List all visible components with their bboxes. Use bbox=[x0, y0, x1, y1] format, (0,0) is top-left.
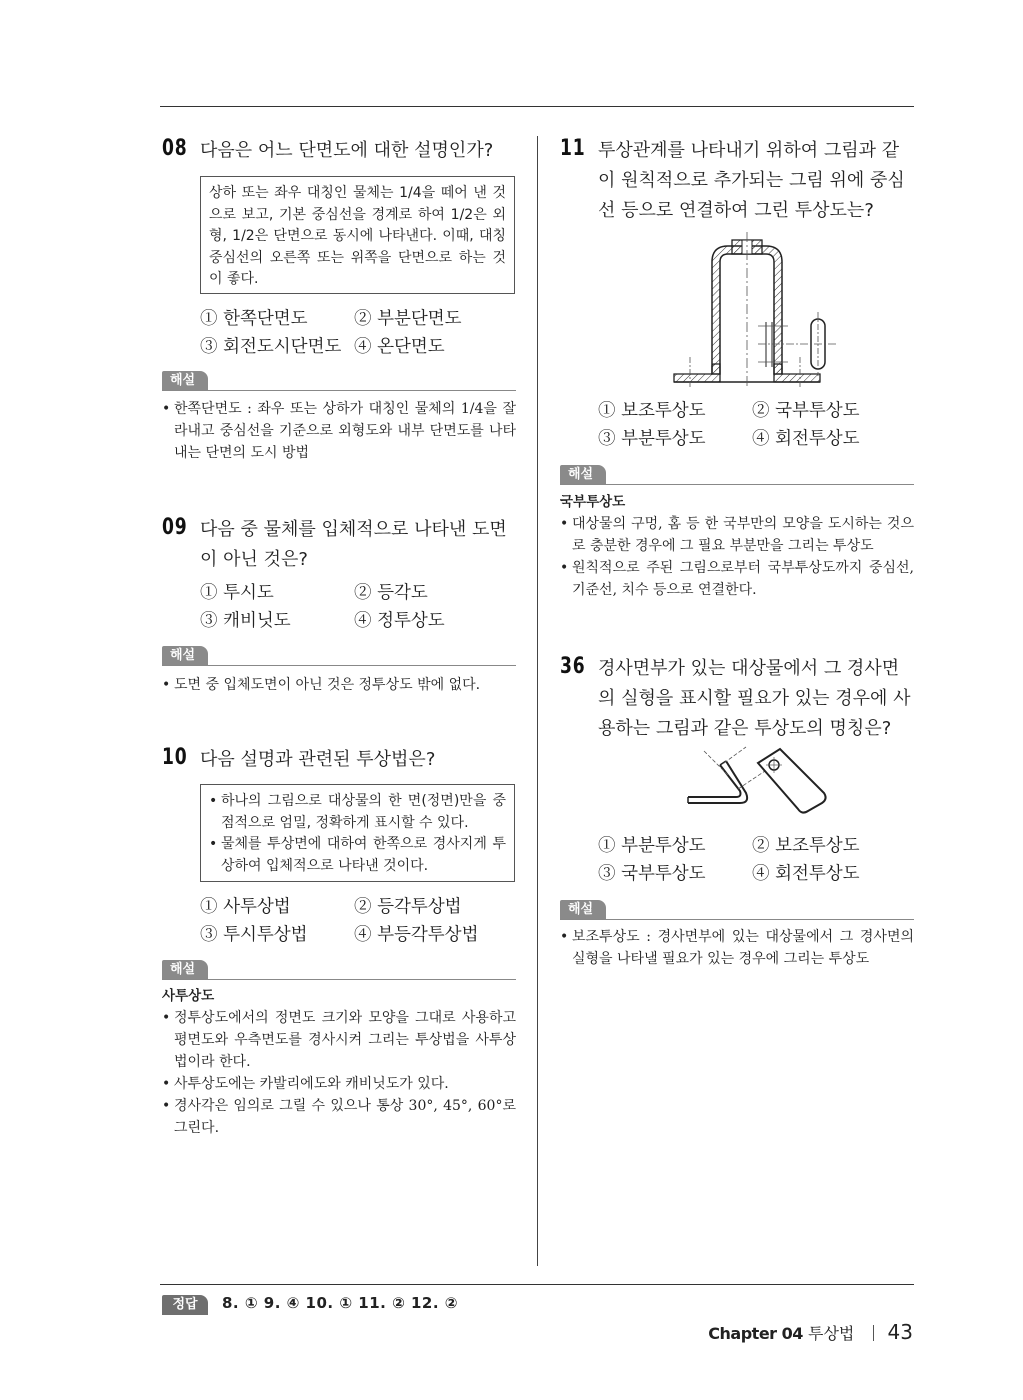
answer-badge: 정답 bbox=[162, 1295, 208, 1315]
question-08-box: 상하 또는 좌우 대칭인 물체는 1/4을 떼어 낸 것으로 보고, 기본 중심선을 경계로 하여 1/2은 외형, 1/2은 단면으로 동시에 나타낸다. 이때, 대칭 중심선의 오른쪽 또는 위쪽을 단면으로 하는 것이 좋다. bbox=[200, 176, 515, 294]
question-36-text: 경사면부가 있는 대상물에서 그 경사면의 실형을 표시할 필요가 있는 경우에 사용하는 그림과 같은 투상도의 명칭은? bbox=[598, 658, 911, 739]
top-rule bbox=[160, 106, 914, 107]
explanation-bullet: • 원칙적으로 주된 그림으로부터 국부투상도까지 중심선, 기준선, 치수 등으로 연결한다. bbox=[560, 557, 914, 601]
box-bullet-2: • 물체를 투상면에 대하여 한쪽으로 경사지게 투상하여 입체적으로 나타낸 것이다. bbox=[209, 836, 506, 874]
explanation-badge: 해설 bbox=[162, 371, 208, 391]
option-2[interactable]: ② 보조투상도 bbox=[752, 836, 860, 856]
option-1[interactable]: ① 부분투상도 bbox=[598, 836, 706, 856]
question-10-box bbox=[200, 784, 515, 882]
explanation-badge: 해설 bbox=[560, 900, 606, 920]
explanation-badge: 해설 bbox=[560, 465, 606, 485]
question-11-options bbox=[598, 397, 860, 453]
option-2[interactable]: ② 등각투상법 bbox=[354, 897, 462, 917]
option-4[interactable]: ④ 온단면도 bbox=[354, 337, 445, 357]
question-09-options bbox=[200, 579, 445, 635]
option-2[interactable]: ② 부분단면도 bbox=[354, 309, 462, 329]
question-number-36: 36 bbox=[560, 654, 586, 679]
explanation-36 bbox=[560, 926, 914, 970]
explanation-10 bbox=[162, 985, 516, 1139]
option-4[interactable]: ④ 부등각투상법 bbox=[354, 925, 479, 945]
question-10-options bbox=[200, 893, 479, 949]
option-1[interactable]: ① 사투상법 bbox=[200, 897, 291, 917]
explanation-header-09 bbox=[162, 646, 516, 666]
explanation-bullet: • 정투상도에서의 정면도 크기와 모양을 그대로 사용하고 평면도와 우측면도를 경사시켜 그리는 투상법을 사투상법이라 한다. bbox=[162, 1007, 516, 1073]
chapter-title: 투상법 bbox=[807, 1324, 855, 1343]
option-3[interactable]: ③ 부분투상도 bbox=[598, 429, 706, 449]
page-footer bbox=[708, 1320, 913, 1344]
option-4[interactable]: ④ 회전투상도 bbox=[752, 864, 860, 884]
explanation-header-11 bbox=[560, 465, 914, 485]
explanation-title: 국부투상도 bbox=[560, 494, 626, 510]
explanation-header-10 bbox=[162, 960, 516, 980]
question-08-text: 다음은 어느 단면도에 대한 설명인가? bbox=[200, 140, 494, 161]
explanation-badge: 해설 bbox=[162, 646, 208, 666]
explanation-header-36 bbox=[560, 900, 914, 920]
option-1[interactable]: ① 보조투상도 bbox=[598, 401, 706, 421]
question-number-10: 10 bbox=[162, 745, 188, 770]
answer-key: 8. ① 9. ④ 10. ① 11. ② 12. ② bbox=[222, 1294, 458, 1312]
question-11-text: 투상관계를 나타내기 위하여 그림과 같이 원칙적으로 추가되는 그림 위에 중심선 등으로 연결하여 그린 투상도는? bbox=[598, 140, 905, 221]
explanation-bullet: • 사투상도에는 카발리에도와 캐비닛도가 있다. bbox=[162, 1073, 516, 1095]
chapter-label: Chapter 04 bbox=[708, 1324, 803, 1343]
question-10-text: 다음 설명과 관련된 투상법은? bbox=[200, 749, 436, 770]
explanation-09 bbox=[162, 674, 516, 696]
explanation-bullet: • 대상물의 구멍, 홈 등 한 국부만의 모양을 도시하는 것으로 충분한 경우에 그 필요 부분만을 그리는 투상도 bbox=[560, 513, 914, 557]
explanation-bullet: • 한쪽단면도 : 좌우 또는 상하가 대칭인 물체의 1/4을 잘라내고 중심선을 기준으로 외형도와 내부 단면도를 나타내는 단면의 도시 방법 bbox=[162, 398, 516, 464]
question-number-11: 11 bbox=[560, 136, 586, 161]
local-view-figure bbox=[670, 232, 845, 387]
explanation-11 bbox=[560, 491, 914, 601]
question-36-options bbox=[598, 832, 860, 888]
question-number-09: 09 bbox=[162, 515, 188, 540]
option-3[interactable]: ③ 회전도시단면도 bbox=[200, 337, 342, 357]
bottom-rule bbox=[160, 1284, 914, 1285]
option-1[interactable]: ① 한쪽단면도 bbox=[200, 309, 308, 329]
option-2[interactable]: ② 등각도 bbox=[354, 583, 428, 603]
auxiliary-view-figure bbox=[684, 745, 834, 817]
page-number: 43 bbox=[887, 1320, 913, 1344]
explanation-header-08 bbox=[162, 371, 516, 391]
explanation-title: 사투상도 bbox=[162, 988, 215, 1004]
option-2[interactable]: ② 국부투상도 bbox=[752, 401, 860, 421]
explanation-08 bbox=[162, 398, 516, 464]
option-3[interactable]: ③ 투시투상법 bbox=[200, 925, 308, 945]
option-1[interactable]: ① 투시도 bbox=[200, 583, 274, 603]
question-08-options bbox=[200, 305, 462, 361]
question-09-text: 다음 중 물체를 입체적으로 나타낸 도면이 아닌 것은? bbox=[200, 519, 507, 570]
column-divider bbox=[537, 136, 538, 1266]
explanation-badge: 해설 bbox=[162, 960, 208, 980]
option-3[interactable]: ③ 국부투상도 bbox=[598, 864, 706, 884]
option-4[interactable]: ④ 회전투상도 bbox=[752, 429, 860, 449]
explanation-bullet: • 도면 중 입체도면이 아닌 것은 정투상도 밖에 없다. bbox=[162, 674, 516, 696]
option-4[interactable]: ④ 정투상도 bbox=[354, 611, 445, 631]
explanation-bullet: • 경사각은 임의로 그릴 수 있으나 통상 30°, 45°, 60°로 그린다. bbox=[162, 1095, 516, 1139]
box-bullet-1: • 하나의 그림으로 대상물의 한 면(정면)만을 중점적으로 엄밀, 정확하게 표시할 수 있다. bbox=[209, 793, 506, 831]
explanation-bullet: • 보조투상도 : 경사면부에 있는 대상물에서 그 경사면의 실형을 나타낼 필요가 있는 경우에 그리는 투상도 bbox=[560, 926, 914, 970]
option-3[interactable]: ③ 캐비닛도 bbox=[200, 611, 291, 631]
question-number-08: 08 bbox=[162, 136, 188, 161]
